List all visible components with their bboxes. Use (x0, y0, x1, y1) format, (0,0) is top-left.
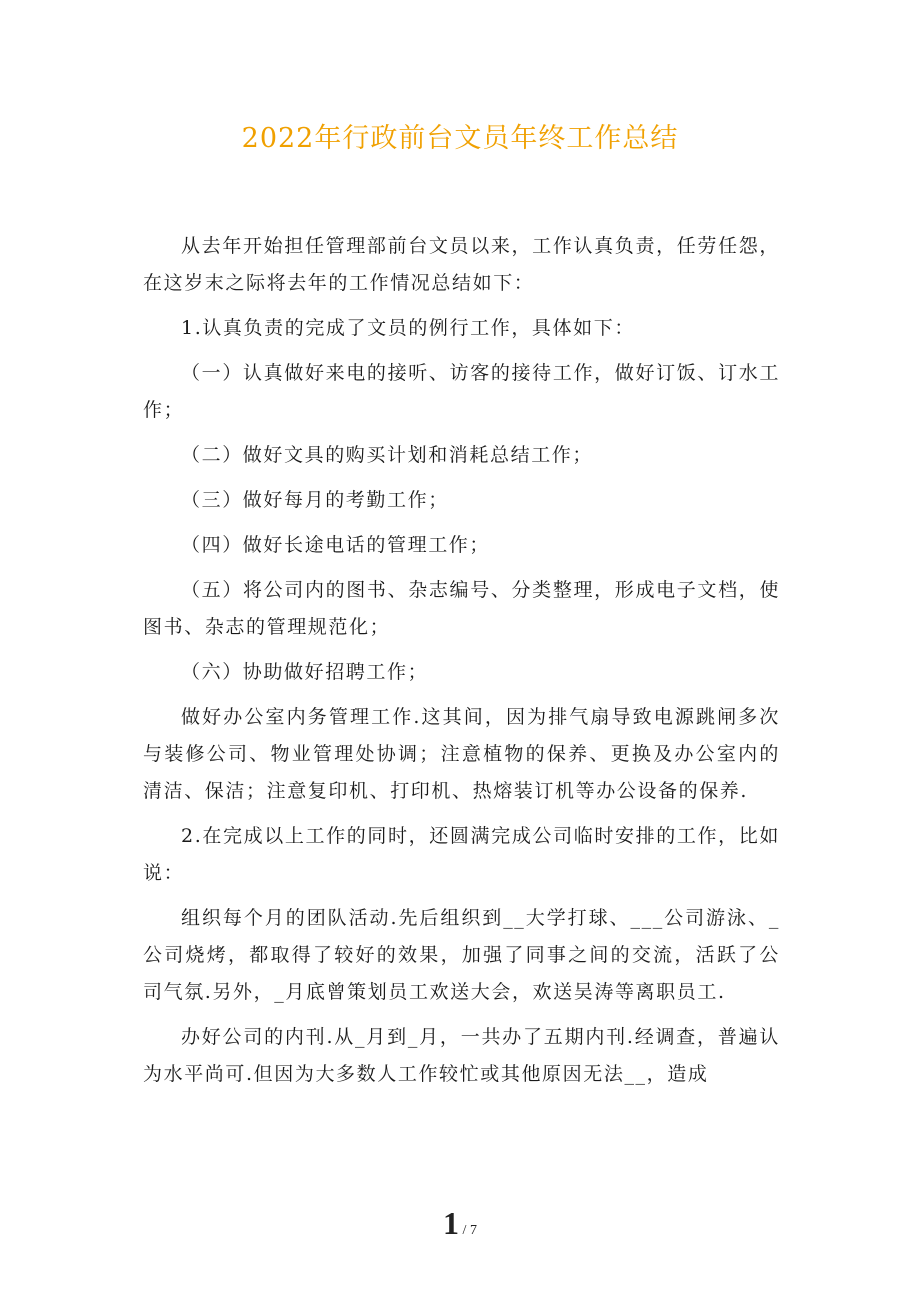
page-separator: / (459, 1223, 470, 1238)
paragraph-section-2: 2.在完成以上工作的同时，还圆满完成公司临时安排的工作，比如说： (143, 825, 780, 884)
list-item-1: （一）认真做好来电的接听、访客的接待工作，做好订饭、订水工作； (143, 362, 780, 421)
paragraph-office-management: 做好办公室内务管理工作.这其间，因为排气扇导致电源跳闸多次与装修公司、物业管理处协调；注意植物的保养、更换及办公室内的清洁、保洁；注意复印机、打印机、热熔装订机等办公设备的保养. (143, 706, 780, 802)
page-current: 1 (443, 1205, 460, 1241)
page-total: 7 (469, 1223, 477, 1238)
list-item-5: （五）将公司内的图书、杂志编号、分类整理，形成电子文档，使图书、杂志的管理规范化； (143, 579, 780, 638)
document-body (143, 228, 780, 1101)
page-number (0, 1205, 920, 1242)
list-item-4: （四）做好长途电话的管理工作； (181, 534, 491, 556)
paragraph-intro: 从去年开始担任管理部前台文员以来，工作认真负责，任劳任怨，在这岁末之际将去年的工作情况总结如下： (143, 235, 780, 294)
list-item-2: （二）做好文具的购买计划和消耗总结工作； (181, 444, 594, 466)
list-item-3: （三）做好每月的考勤工作； (181, 489, 449, 511)
document-title: 2022年行政前台文员年终工作总结 (241, 123, 679, 154)
paragraph-section-1: 1.认真负责的完成了文员的例行工作，具体如下： (181, 317, 635, 339)
list-item-6: （六）协助做好招聘工作； (181, 661, 429, 683)
paragraph-team-activities: 组织每个月的团队活动.先后组织到__大学打球、___公司游泳、_公司烧烤，都取得了较好的效果，加强了同事之间的交流，活跃了公司气氛.另外，_月底曾策划员工欢送大会，欢送吴涛等离职员工. (143, 907, 780, 1003)
paragraph-internal-journal: 办好公司的内刊.从_月到_月，一共办了五期内刊.经调查，普遍认为水平尚可.但因为大多数人工作较忙或其他原因无法__，造成 (143, 1026, 780, 1085)
